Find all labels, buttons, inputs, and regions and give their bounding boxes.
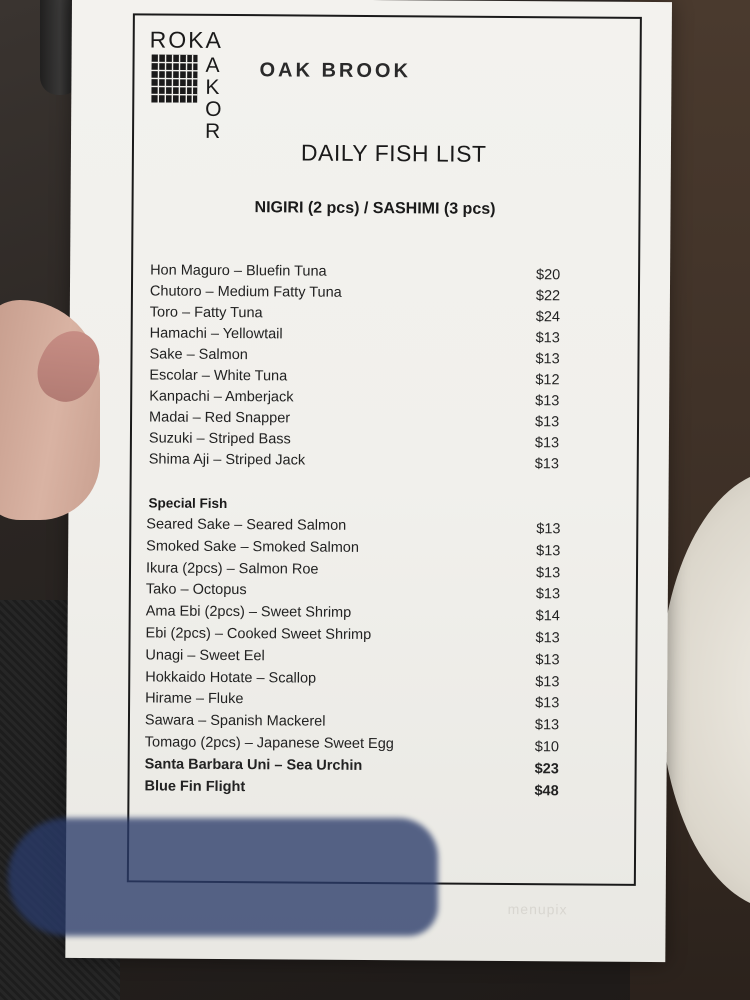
menu-item-name: Madai – Red Snapper bbox=[149, 409, 291, 427]
special-fish-list bbox=[144, 516, 566, 802]
menu-item-name: Unagi – Sweet Eel bbox=[145, 647, 265, 665]
logo-grid-icon bbox=[151, 54, 197, 102]
menu-item-price: $13 bbox=[535, 673, 560, 690]
menu-item-name: Sake – Salmon bbox=[149, 346, 248, 364]
location-name: OAK BROOK bbox=[259, 59, 412, 83]
menu-item-row bbox=[145, 756, 565, 781]
menu-item-row bbox=[146, 560, 566, 585]
menu-item-price: $13 bbox=[535, 586, 561, 603]
logo-vertical-letters bbox=[205, 55, 226, 143]
menu-item-name: Tako – Octopus bbox=[145, 581, 247, 599]
menu-item-price: $13 bbox=[535, 695, 560, 712]
menu-item-name: Escolar – White Tuna bbox=[149, 367, 288, 385]
menu-item-row bbox=[145, 647, 565, 672]
menu-item-row bbox=[149, 451, 569, 475]
menu-item-row bbox=[149, 409, 569, 433]
menu-item-price: $14 bbox=[535, 608, 560, 625]
menu-item-row bbox=[150, 262, 570, 286]
menu-item-price: $12 bbox=[535, 372, 560, 389]
menu-item-row bbox=[150, 304, 570, 328]
logo-letter: A bbox=[205, 53, 220, 77]
menu-item-price: $13 bbox=[536, 542, 561, 560]
menu-item-row bbox=[146, 516, 566, 541]
menu-item-name: Hokkaido Hotate – Scallop bbox=[145, 669, 317, 687]
menu-item-row bbox=[149, 388, 569, 412]
menu-item-price: $20 bbox=[536, 267, 561, 284]
menu-item-price: $48 bbox=[534, 782, 559, 799]
menu-title: DAILY FISH LIST bbox=[300, 139, 487, 167]
menu-item-price: $13 bbox=[536, 521, 561, 538]
menu-item-name: Chutoro – Medium Fatty Tuna bbox=[149, 283, 342, 301]
menu-item-row bbox=[145, 625, 565, 650]
menu-item-row bbox=[146, 538, 566, 563]
menu-item-row bbox=[144, 778, 564, 803]
phone-shadow bbox=[8, 818, 438, 936]
menu-item-price: $22 bbox=[535, 288, 561, 305]
menu-item-price: $13 bbox=[535, 630, 560, 647]
menu-subtitle: NIGIRI (2 pcs) / SASHIMI (3 pcs) bbox=[254, 199, 496, 218]
menu-item-price: $13 bbox=[535, 564, 561, 581]
menu-item-price: $13 bbox=[534, 456, 560, 473]
menu-item-price: $13 bbox=[535, 393, 560, 410]
menu-item-name: Shima Aji – Striped Jack bbox=[148, 451, 306, 469]
menu-item-name: Hamachi – Yellowtail bbox=[149, 325, 283, 343]
restaurant-logo bbox=[149, 26, 230, 143]
menu-item-name: Kanpachi – Amberjack bbox=[149, 388, 294, 406]
menu-item-row bbox=[145, 734, 565, 759]
menu-item-row bbox=[150, 325, 570, 349]
logo-letter: O bbox=[205, 97, 222, 121]
menu-item-name: Hon Maguro – Bluefin Tuna bbox=[150, 262, 327, 280]
menu-item-name: Hirame – Fluke bbox=[145, 690, 244, 708]
menu-item-price: $13 bbox=[534, 435, 560, 452]
menu-item-row bbox=[146, 604, 566, 629]
menu-item-name: Tomago (2pcs) – Japanese Sweet Egg bbox=[144, 734, 394, 753]
menu-item-price: $13 bbox=[535, 351, 560, 368]
watermark: menupix bbox=[507, 900, 568, 918]
menu-item-name: Suzuki – Striped Bass bbox=[148, 430, 291, 448]
logo-wordmark: ROKA bbox=[149, 26, 223, 53]
menu-item-price: $13 bbox=[535, 330, 560, 347]
menu-item-name: Toro – Fatty Tuna bbox=[149, 304, 263, 322]
logo-letter: K bbox=[205, 75, 220, 99]
menu-item-row bbox=[145, 669, 565, 694]
menu-item-price: $13 bbox=[534, 717, 560, 734]
menu-item-price: $24 bbox=[535, 309, 561, 326]
menu-item-row bbox=[149, 367, 569, 391]
menu-item-price: $10 bbox=[534, 739, 560, 756]
special-fish-heading: Special Fish bbox=[148, 495, 228, 512]
menu-item-row bbox=[146, 582, 566, 607]
menu-item-row bbox=[149, 430, 569, 454]
logo-letter: R bbox=[204, 119, 221, 143]
menu-item-name: Ikura (2pcs) – Salmon Roe bbox=[145, 560, 319, 578]
menu-item-name: Ebi (2pcs) – Cooked Sweet Shrimp bbox=[145, 625, 372, 643]
menu-item-name: Blue Fin Flight bbox=[144, 777, 246, 795]
menu-item-name: Smoked Sake – Smoked Salmon bbox=[146, 538, 360, 556]
menu-item-row bbox=[149, 346, 569, 370]
menu-item-row bbox=[145, 691, 565, 716]
menu-item-price: $13 bbox=[535, 651, 560, 669]
menu-item-name: Seared Sake – Seared Salmon bbox=[146, 516, 347, 534]
menu-item-price: $23 bbox=[534, 760, 559, 778]
menu-item-row bbox=[150, 283, 570, 307]
menu-item-name: Santa Barbara Uni – Sea Urchin bbox=[144, 756, 363, 774]
menu-item-name: Ama Ebi (2pcs) – Sweet Shrimp bbox=[145, 603, 352, 622]
menu-item-name: Sawara – Spanish Mackerel bbox=[144, 712, 326, 730]
menu-item-price: $13 bbox=[535, 414, 560, 431]
nigiri-list bbox=[149, 262, 570, 475]
menu-item-row bbox=[145, 713, 565, 738]
